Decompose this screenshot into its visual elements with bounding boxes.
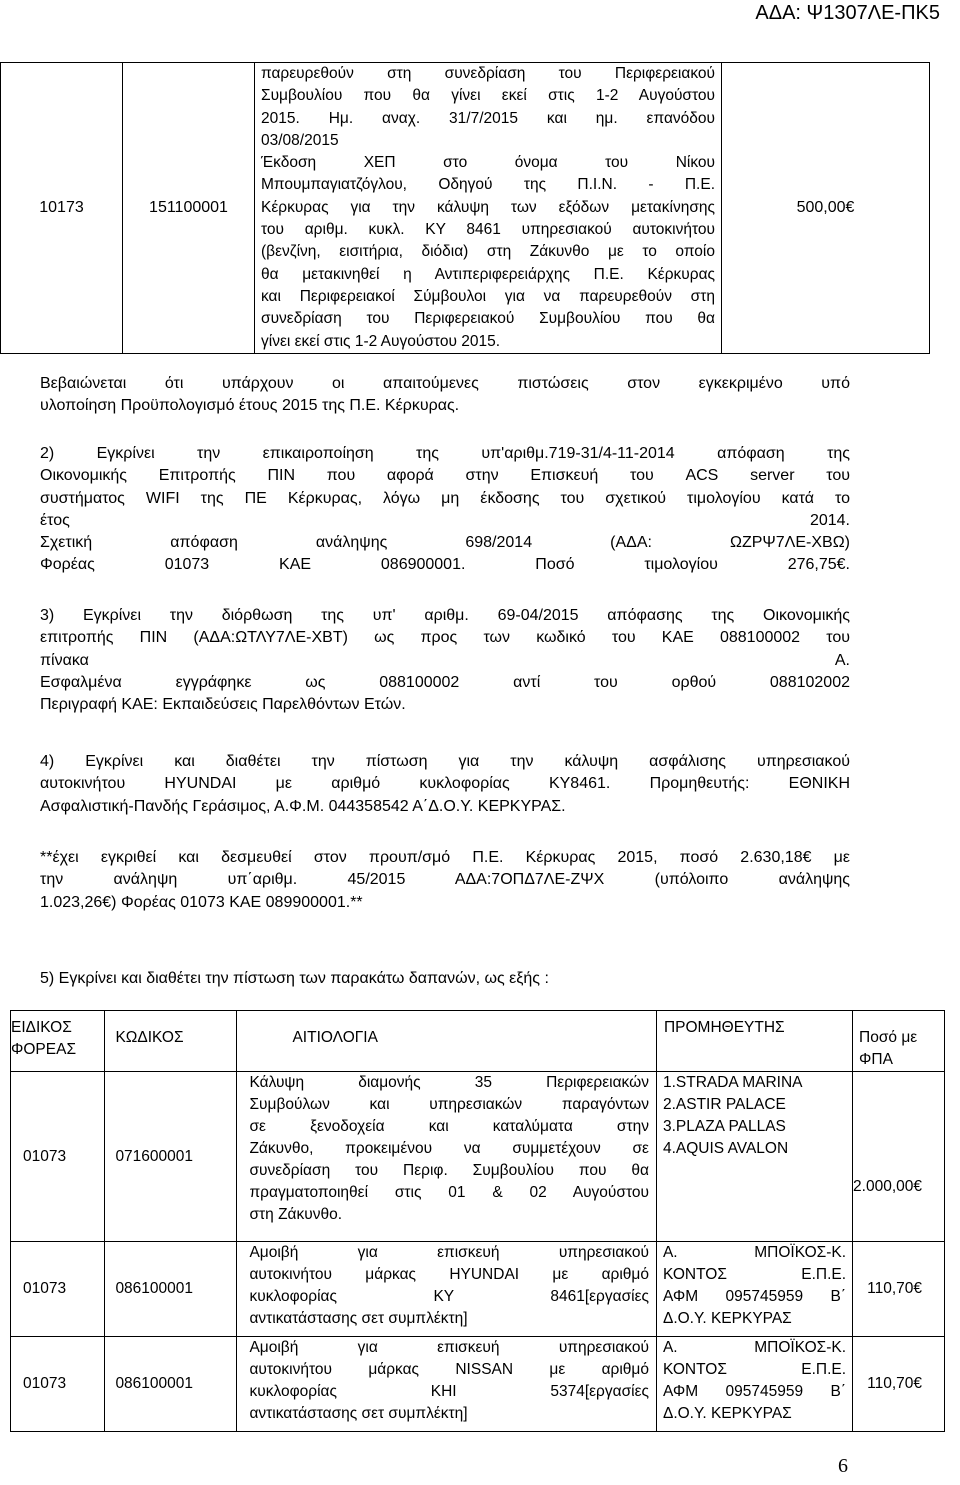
text-line: Περιγραφή ΚΑΕ: Εκπαιδεύσεις Παρελθόντων Ετών. <box>40 696 406 714</box>
text-line: επιτροπής ΠΙΝ (ΑΔΑ:ΩΤΛΥ7ΛΕ-ΧΒΤ) ως προς των κωδικό του ΚΑΕ 088100002 του <box>40 629 850 647</box>
table-row <box>11 1072 945 1242</box>
aitiologia-line: κυκλοφορίας ΚΗΙ 5374[εργασίες <box>249 1383 649 1400</box>
header-foreas-line1: ΕΙΔΙΚΟΣ <box>11 1019 72 1036</box>
promitheftis-cell <box>656 1072 852 1242</box>
foreas-cell: 01073 <box>11 1072 105 1242</box>
aitiologia-line: συνεδρίαση του Περιφ. Συμβουλίου που θα <box>249 1162 649 1179</box>
text-line: Οικονομικής Επιτροπής ΠΙΝ που αφορά στην Επισκευή του ACS server του <box>40 467 850 485</box>
top-table <box>0 62 930 354</box>
text-line: πίνακα Α. <box>40 651 850 669</box>
foreas-cell: 01073 <box>11 1337 105 1432</box>
text-line: 5) Εγκρίνει και διαθέτει την πίστωση των παρακάτω δαπανών, ως εξής : <box>40 970 549 987</box>
text-line: Βεβαιώνεται ότι υπάρχουν οι απαιτούμενες πιστώσεις στον εγκεκριμένο υπό <box>40 375 850 392</box>
supplier-line: ΚΟΝΤΟΣ Ε.Π.Ε. <box>662 1361 847 1378</box>
supplier-line: Δ.Ο.Υ. ΚΕΡΚΥΡΑΣ <box>662 1310 792 1327</box>
text-line: **έχει εγκριθεί και δεσμευθεί στον προυπ/σμό Π.Ε. Κέρκυρας 2015, ποσό 2.630,18€ με <box>40 849 850 866</box>
description-line: 03/08/2015 <box>261 131 339 149</box>
header-poso: Ποσό με ΦΠΑ <box>853 1011 945 1072</box>
kodikos-cell: 071600001 <box>105 1072 237 1242</box>
supplier-line: 1.STRADA MARINA <box>662 1074 803 1091</box>
description-line: Συμβουλίου που θα γίνει εκεί στις 1-2 Αυγούστου <box>261 87 715 105</box>
supplier-line: Α. ΜΠΟΪΚΟΣ-Κ. <box>662 1244 847 1261</box>
expenses-body <box>11 1072 945 1432</box>
header-kodikos: ΚΩΔΙΚΟΣ <box>105 1011 237 1072</box>
item-5-paragraph <box>40 968 850 990</box>
text-line: Ασφαλιστική-Πανδής Γεράσιμος, Α.Φ.Μ. 044358542 Α΄Δ.Ο.Υ. ΚΕΡΚΥΡΑΣ. <box>40 797 566 815</box>
ada-header: ΑΔΑ: Ψ1307ΛΕ-ΠΚ5 <box>755 2 940 24</box>
table-row <box>11 1337 945 1432</box>
description-cell <box>255 63 722 354</box>
item-4-paragraph <box>40 751 850 818</box>
supplier-line: ΚΟΝΤΟΣ Ε.Π.Ε. <box>662 1266 847 1283</box>
promitheftis-cell <box>656 1337 852 1432</box>
aitiologia-line: Αμοιβή για επισκευή υπηρεσιακού <box>249 1244 649 1261</box>
note-paragraph <box>40 847 850 914</box>
aitiologia-cell <box>237 1242 657 1337</box>
description-line: Μπουμπαγιατζόγλου, Οδηγού της Π.Ι.Ν. - Π.Ε. <box>261 176 715 194</box>
text-line: υλοποίηση Προϋπολογισμό έτους 2015 της Π.Ε. Κέρκυρας. <box>40 397 460 415</box>
text-line: Εσφαλμένα εγγράφηκε ως 088100002 αντί του ορθού 088102002 <box>40 673 850 691</box>
description-line: και Περιφερειακοί Σύμβουλοι για να παρευρεθούν στη <box>261 287 715 305</box>
description-line: Κέρκυρας για την κάλυψη των εξόδων μετακίνησης <box>261 198 715 216</box>
aitiologia-line: Κάλυψη διαμονής 35 Περιφερειακών <box>249 1074 649 1091</box>
supplier-line: 4.AQUIS AVALON <box>662 1140 789 1157</box>
aitiologia-line: αντικατάστασης σετ συμπλέκτη] <box>249 1310 468 1327</box>
header-promitheftis: ΠΡΟΜΗΘΕΥΤΗΣ <box>656 1011 852 1072</box>
supplier-line: 3.PLAZA PALLAS <box>662 1118 786 1135</box>
text-line: έτος 2014. <box>40 511 850 529</box>
text-line: αυτοκινήτου HYUNDAI με αριθμό κυκλοφορίας ΚΥ8461. Προμηθευτής: ΕΘΝΙΚΗ <box>40 775 850 793</box>
description-line: θα μετακινηθεί η Αντιπεριφερειάρχης Π.Ε. Κέρκυρας <box>261 265 715 283</box>
header-foreas <box>11 1011 105 1072</box>
item-2-paragraph <box>40 443 850 577</box>
text-line: 2) Εγκρίνει την επικαιροποίηση της υπ'αριθμ.719-31/4-11-2014 απόφαση της <box>40 445 850 462</box>
aitiologia-line: αντικατάστασης σετ συμπλέκτη] <box>249 1405 468 1422</box>
promitheftis-cell <box>656 1242 852 1337</box>
table-row <box>1 63 930 354</box>
amount-cell: 500,00€ <box>722 63 930 354</box>
description-line: (βενζίνη, εισιτήρια, διόδια) στη Ζάκυνθο με το οποίο <box>261 243 715 261</box>
foreas-cell: 01073 <box>11 1242 105 1337</box>
description-line: συνεδρίαση του Περιφερειακού Συμβουλίου που θα <box>261 310 715 328</box>
item-3-paragraph <box>40 605 850 716</box>
aitiologia-line: πραγματοποιηθεί στις 01 & 02 Αυγούστου <box>249 1184 649 1201</box>
table-header-row <box>11 1011 945 1072</box>
text-line: 4) Εγκρίνει και διαθέτει την πίστωση για την κάλυψη ασφάλισης υπηρεσιακού <box>40 753 850 770</box>
description-lines <box>261 63 715 353</box>
header-aitiologia: ΑΙΤΙΟΛΟΓΙΑ <box>237 1011 657 1072</box>
text-line: την ανάληψη υπ΄αριθμ. 45/2015 ΑΔΑ:7ΟΠΔ7ΛΕ-ΖΨΧ (υπόλοιπο ανάληψης <box>40 871 850 889</box>
supplier-line: Δ.Ο.Υ. ΚΕΡΚΥΡΑΣ <box>662 1405 792 1422</box>
kae-cell: 151100001 <box>123 63 255 354</box>
aitiologia-line: Ζάκυνθο, προκειμένου να συμμετέχουν σε <box>249 1140 649 1157</box>
aitiologia-line: αυτοκινήτου μάρκας HYUNDAI με αριθμό <box>249 1266 649 1283</box>
text-line: Σχετική απόφαση ανάληψης 698/2014 (ΑΔΑ: ΩΖΡΨ7ΛΕ-ΧΒΩ) <box>40 534 850 552</box>
text-line: συστήματος WIFI της ΠΕ Κέρκυρας, λόγω μη έκδοσης του σχετικού τιμολογίου κατά το <box>40 489 850 507</box>
description-line: του αριθμ. κυκλ. ΚΥ 8461 υπηρεσιακού αυτοκινήτου <box>261 221 715 239</box>
table-row <box>11 1242 945 1337</box>
aitiologia-line: στη Ζάκυνθο. <box>249 1206 343 1223</box>
description-line: παρευρεθούν στη συνεδρίαση του Περιφερειακού <box>261 65 715 82</box>
description-line: γίνει εκεί στις 1-2 Αυγούστου 2015. <box>261 332 501 350</box>
aitiologia-line: Συμβούλων και υπηρεσιακών παραγόντων <box>249 1096 649 1113</box>
supplier-line: Α. ΜΠΟΪΚΟΣ-Κ. <box>662 1339 847 1356</box>
code-cell: 10173 <box>1 63 123 354</box>
aitiologia-line: σε ξενοδοχεία και καταλύματα στην <box>249 1118 649 1135</box>
header-foreas-line2: ΦΟΡΕΑΣ <box>11 1041 77 1058</box>
poso-cell: 110,70€ <box>853 1242 945 1337</box>
aitiologia-line: αυτοκινήτου μάρκας NISSAN με αριθμό <box>249 1361 649 1378</box>
supplier-line: ΑΦΜ 095745959 Β΄ <box>662 1383 847 1400</box>
supplier-line: ΑΦΜ 095745959 Β΄ <box>662 1288 847 1305</box>
description-line: Έκδοση ΧΕΠ στο όνομα του Νίκου <box>261 154 715 172</box>
poso-cell: 2.000,00€ <box>853 1072 945 1242</box>
aitiologia-line: κυκλοφορίας ΚΥ 8461[εργασίες <box>249 1288 649 1305</box>
aitiologia-line: Αμοιβή για επισκευή υπηρεσιακού <box>249 1339 649 1356</box>
text-line: Φορέας 01073 ΚΑΕ 086900001. Ποσό τιμολογίου 276,75€. <box>40 556 850 574</box>
description-line: 2015. Ημ. αναχ. 31/7/2015 και ημ. επανόδου <box>261 109 715 127</box>
aitiologia-cell <box>237 1072 657 1242</box>
page-number: 6 <box>838 1455 848 1477</box>
text-line: 1.023,26€) Φορέας 01073 ΚΑΕ 089900001.** <box>40 893 363 911</box>
kodikos-cell: 086100001 <box>105 1337 237 1432</box>
text-line: 3) Εγκρίνει την διόρθωση της υπ' αριθμ. 69-04/2015 απόφασης της Οικονομικής <box>40 607 850 624</box>
kodikos-cell: 086100001 <box>105 1242 237 1337</box>
aitiologia-cell <box>237 1337 657 1432</box>
expenses-table <box>10 1010 945 1432</box>
poso-cell: 110,70€ <box>853 1337 945 1432</box>
supplier-line: 2.ASTIR PALACE <box>662 1096 786 1113</box>
budget-paragraph <box>40 373 850 418</box>
